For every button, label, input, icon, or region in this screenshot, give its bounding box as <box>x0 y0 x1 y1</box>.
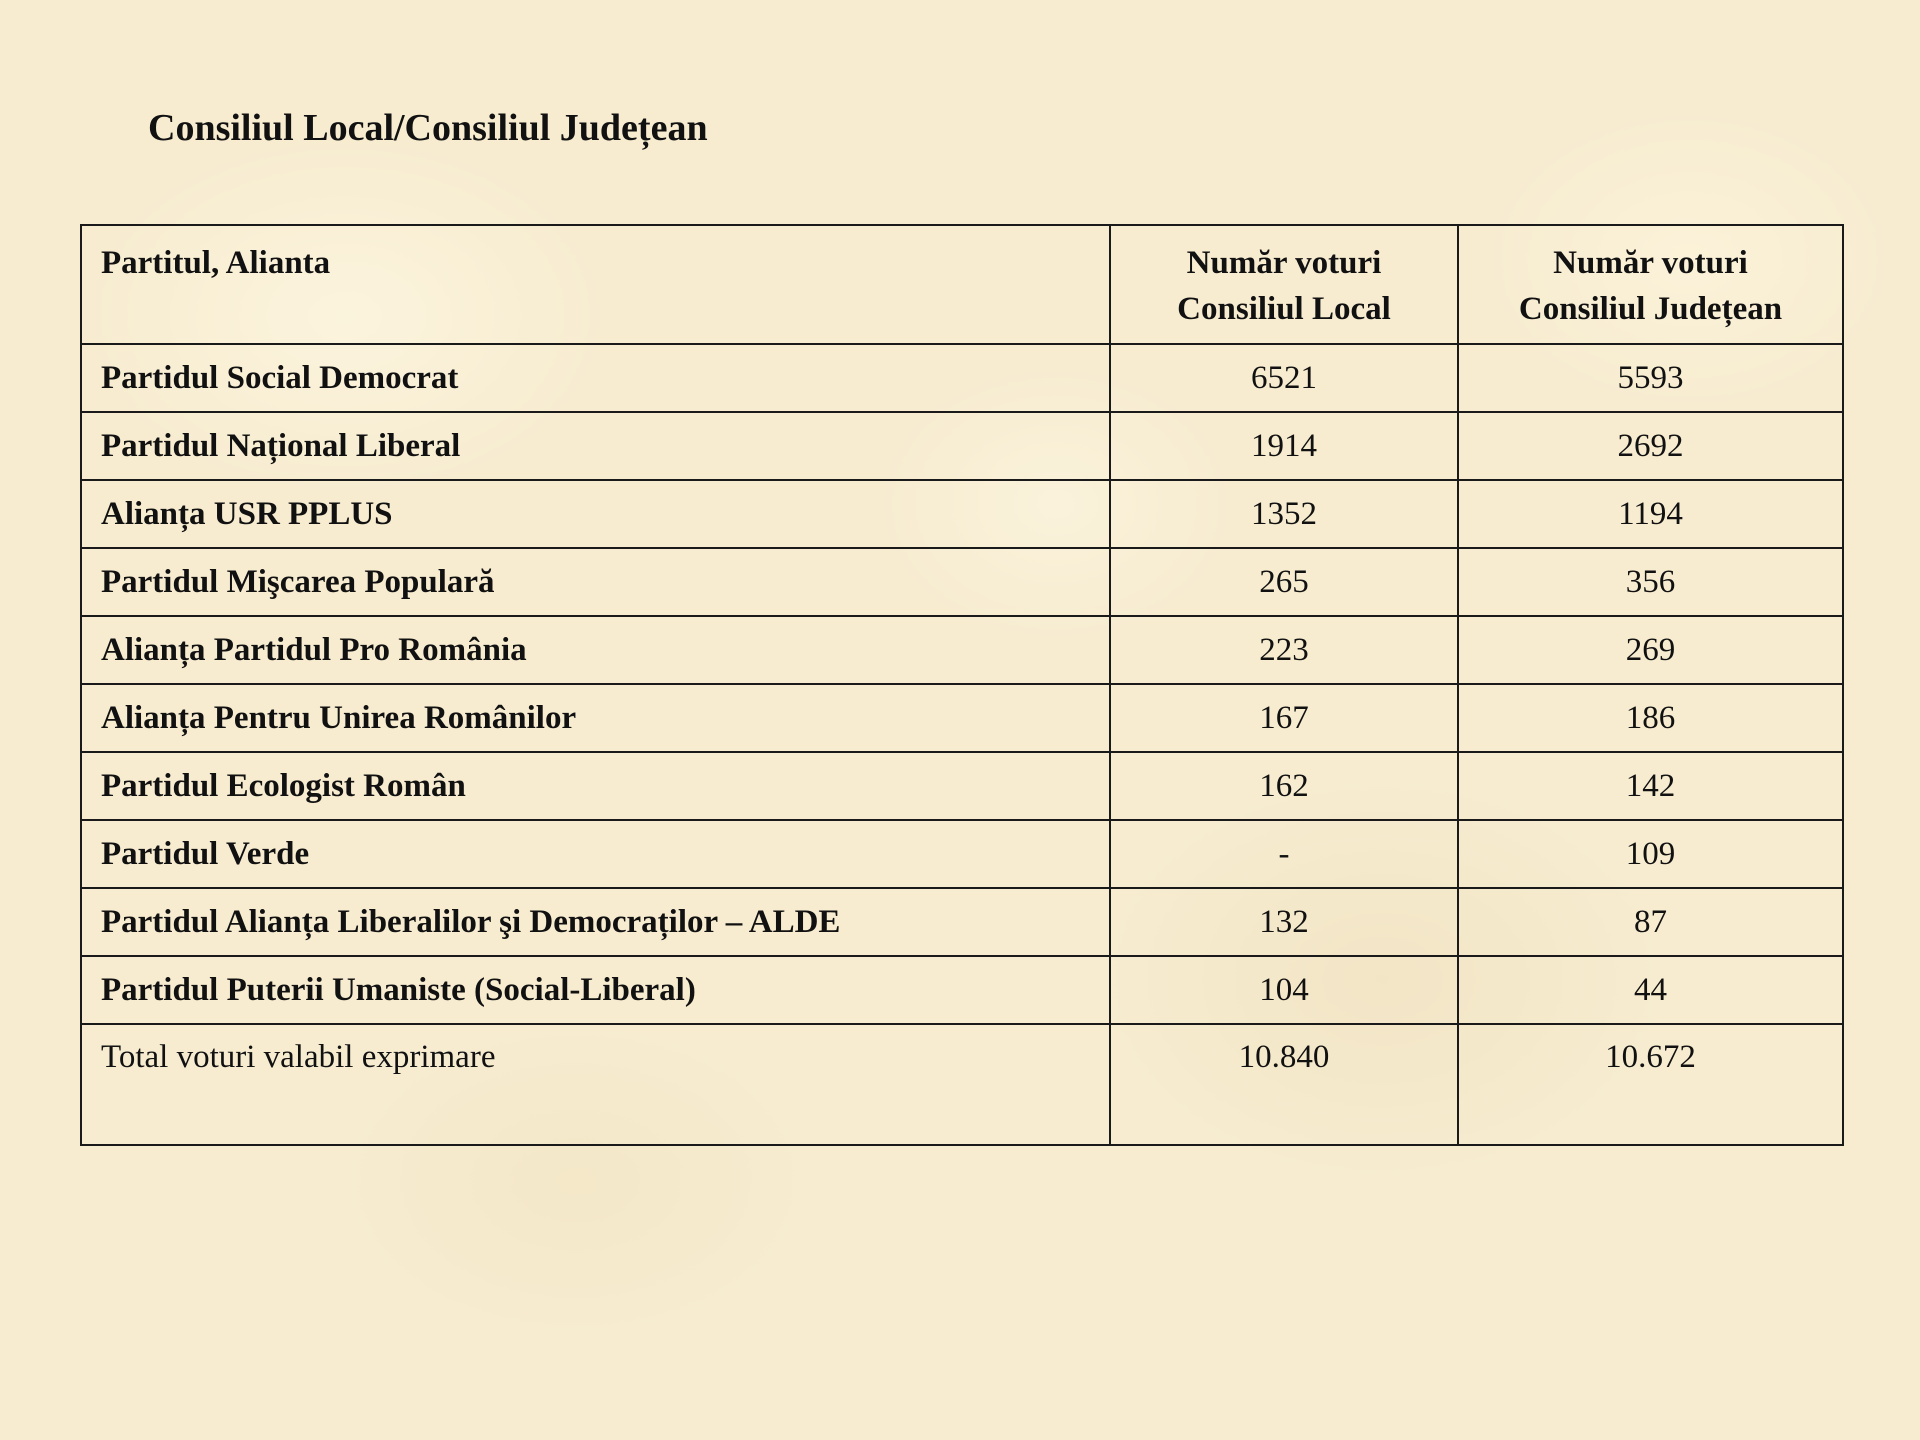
local-votes: 162 <box>1110 752 1458 820</box>
party-name: Partidul Social Democrat <box>81 344 1110 412</box>
party-name: Alianța Partidul Pro România <box>81 616 1110 684</box>
county-votes: 87 <box>1458 888 1843 956</box>
local-votes: 1352 <box>1110 480 1458 548</box>
party-name: Partidul Ecologist Român <box>81 752 1110 820</box>
local-votes: 265 <box>1110 548 1458 616</box>
county-votes: 269 <box>1458 616 1843 684</box>
county-votes: 1194 <box>1458 480 1843 548</box>
county-votes: 2692 <box>1458 412 1843 480</box>
local-votes: 6521 <box>1110 344 1458 412</box>
table-row <box>81 820 1843 888</box>
local-votes: 223 <box>1110 616 1458 684</box>
county-votes: 5593 <box>1458 344 1843 412</box>
county-votes: 356 <box>1458 548 1843 616</box>
party-name: Alianța Pentru Unirea Românilor <box>81 684 1110 752</box>
table-row <box>81 344 1843 412</box>
local-votes: 167 <box>1110 684 1458 752</box>
table-row <box>81 956 1843 1024</box>
table-row <box>81 412 1843 480</box>
local-votes: 1914 <box>1110 412 1458 480</box>
header-county-votes <box>1458 225 1843 344</box>
table-row <box>81 684 1843 752</box>
table-row <box>81 480 1843 548</box>
county-votes: 44 <box>1458 956 1843 1024</box>
party-name: Partidul Alianța Liberalilor şi Democraților – ALDE <box>81 888 1110 956</box>
party-name: Partidul Național Liberal <box>81 412 1110 480</box>
local-votes: - <box>1110 820 1458 888</box>
total-county-votes: 10.672 <box>1458 1024 1843 1145</box>
county-votes: 109 <box>1458 820 1843 888</box>
header-local-votes <box>1110 225 1458 344</box>
party-name: Partidul Puterii Umaniste (Social-Liberal) <box>81 956 1110 1024</box>
county-votes: 186 <box>1458 684 1843 752</box>
header-party: Partitul, Alianta <box>81 225 1110 344</box>
header-local-line2: Consiliul Local <box>1177 291 1391 327</box>
local-votes: 132 <box>1110 888 1458 956</box>
votes-table <box>80 224 1844 1146</box>
table-row <box>81 888 1843 956</box>
total-label: Total voturi valabil exprimare <box>81 1024 1110 1145</box>
table-row <box>81 616 1843 684</box>
header-county-line1: Număr voturi <box>1553 245 1748 281</box>
header-county-line2: Consiliul Județean <box>1518 291 1783 327</box>
page-title: Consiliul Local/Consiliul Județean <box>148 107 708 149</box>
party-name: Alianța USR PPLUS <box>81 480 1110 548</box>
party-name: Partidul Verde <box>81 820 1110 888</box>
total-row <box>81 1024 1843 1145</box>
table-row <box>81 548 1843 616</box>
table-row <box>81 752 1843 820</box>
header-local-line1: Număr voturi <box>1186 245 1382 281</box>
total-local-votes: 10.840 <box>1110 1024 1458 1145</box>
county-votes: 142 <box>1458 752 1843 820</box>
local-votes: 104 <box>1110 956 1458 1024</box>
table-header-row <box>81 225 1843 344</box>
party-name: Partidul Mişcarea Populară <box>81 548 1110 616</box>
